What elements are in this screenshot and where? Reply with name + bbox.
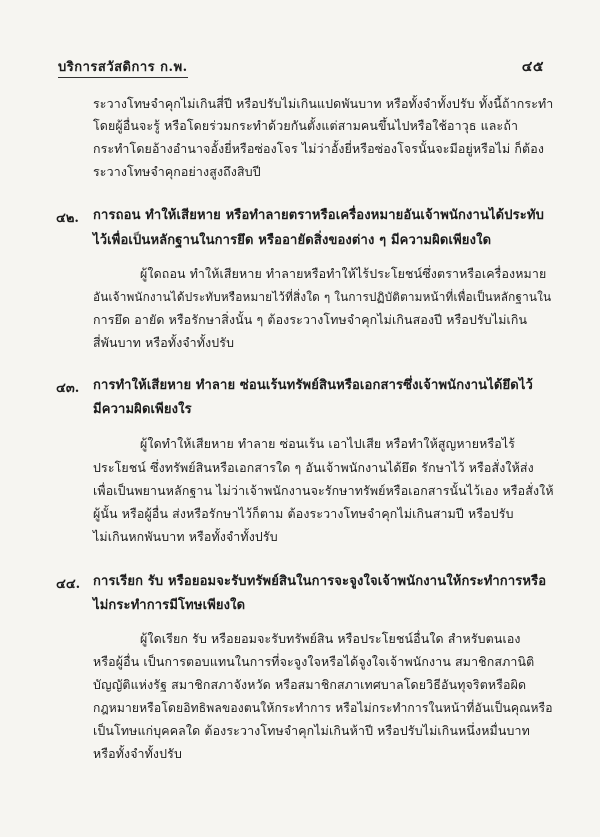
- continuation-line: ระวางโทษจำคุกอย่างสูงถึงสิบปี: [93, 164, 261, 179]
- section-body-line: อันเจ้าพนักงานได้ประทับหรือหมายไว้ที่สิ่งใด ๆ ในการปฏิบัติตามหน้าที่เพื่อเป็นหลักฐานใน: [93, 290, 552, 304]
- section-title-line: การทำให้เสียหาย ทำลาย ซ่อนเร้นทรัพย์สินหรือเอกสารซึ่งเจ้าพนักงานได้ยึดไว้: [93, 378, 533, 393]
- section-title-line: ไว้เพื่อเป็นหลักฐานในการยึด หรืออายัดสิ่งของต่าง ๆ มีความผิดเพียงใด: [93, 233, 492, 248]
- continuation-line: กระทำโดยอ้างอำนาจอั้งยี่หรือซ่องโจร ไม่ว่าอั้งยี่หรือซ่องโจรนั้นจะมีอยู่หรือไม่ ก็ต้อง: [93, 141, 545, 156]
- page-number: ๔๕: [521, 59, 544, 75]
- header-title: บริการสวัสดิการ ก.พ.: [58, 56, 188, 78]
- section-body-line: การยึด อายัด หรือรักษาสิ่งนั้น ๆ ต้องระวางโทษจำคุกไม่เกินสองปี หรือปรับไม่เกิน: [93, 312, 528, 327]
- section-title-line: มีความผิดเพียงใร: [93, 402, 192, 417]
- section-body-line: ไม่เกินหกพันบาท หรือทั้งจำทั้งปรับ: [93, 529, 278, 544]
- section-body-line: บัญญัติแห่งรัฐ สมาชิกสภาจังหวัด หรือสมาชิกสภาเทศบาลโดยวิธีอันทุจริตหรือผิด: [93, 677, 527, 692]
- section-number: ๔๒.: [56, 211, 79, 226]
- continuation-line: โดยผู้อื่นจะรู้ หรือโดยร่วมกระทำด้วยกันตั้งแต่สามคนขึ้นไปหรือใช้อาวุธ และถ้า: [93, 118, 519, 133]
- section-body-line: ผู้ใดทำให้เสียหาย ทำลาย ซ่อนเร้น เอาไปเสีย หรือทำให้สูญหายหรือไร้: [140, 436, 516, 451]
- section-title-line: การเรียก รับ หรือยอมจะรับทรัพย์สินในการจะจูงใจเจ้าพนักงานให้กระทำการหรือ: [93, 574, 547, 589]
- section-body-line: กฎหมายหรือโดยอิทธิพลของตนให้กระทำการ หรือไม่กระทำการในหน้าที่อันเป็นคุณหรือ: [93, 701, 553, 715]
- section-number: ๔๔.: [56, 577, 81, 592]
- continuation-line: ระวางโทษจำคุกไม่เกินสี่ปี หรือปรับไม่เกินแปดพันบาท หรือทั้งจำทั้งปรับ ทั้งนี้ถ้ากระทำ: [93, 96, 554, 111]
- section-body-line: ผู้นั้น หรือผู้อื่น ส่งหรือรักษาไว้ก็ตาม ต้องระวางโทษจำคุกไม่เกินสามปี หรือปรับ: [93, 506, 514, 521]
- section-body-line: เป็นโทษแก่บุคคลใด ต้องระวางโทษจำคุกไม่เกินห้าปี หรือปรับไม่เกินหนึ่งหมื่นบาท: [93, 723, 530, 738]
- section-number: ๔๓.: [56, 381, 80, 396]
- section-body-line: สี่พันบาท หรือทั้งจำทั้งปรับ: [93, 335, 235, 350]
- section-body-line: หรือทั้งจำทั้งปรับ: [93, 746, 182, 761]
- section-title-line: การถอน ทำให้เสียหาย หรือทำลายตราหรือเครื่องหมายอันเจ้าพนักงานได้ประทับ: [93, 208, 545, 223]
- running-header: [58, 56, 544, 78]
- section-body-line: เพื่อเป็นพยานหลักฐาน ไม่ว่าเจ้าพนักงานจะรักษาทรัพย์หรือเอกสารนั้นไว้เอง หรือสั่งให้: [93, 483, 554, 498]
- section-body-line: ผู้ใดเรียก รับ หรือยอมจะรับทรัพย์สิน หรือประโยชน์อื่นใด สำหรับตนเอง: [140, 631, 521, 646]
- section-body-line: ประโยชน์ ซึ่งทรัพย์สินหรือเอกสารใด ๆ อันเจ้าพนักงานได้ยึด รักษาไว้ หรือสั่งให้ส่ง: [93, 460, 534, 475]
- section-body-line: ผู้ใดถอน ทำให้เสียหาย ทำลายหรือทำให้ไร้ประโยชน์ซึ่งตราหรือเครื่องหมาย: [140, 266, 547, 281]
- section-body-line: หรือผู้อื่น เป็นการตอบแทนในการที่จะจูงใจหรือได้จูงใจเจ้าพนักงาน สมาชิกสภานิติ: [93, 654, 535, 669]
- section-title-line: ไม่กระทำการมีโทษเพียงใด: [93, 598, 246, 613]
